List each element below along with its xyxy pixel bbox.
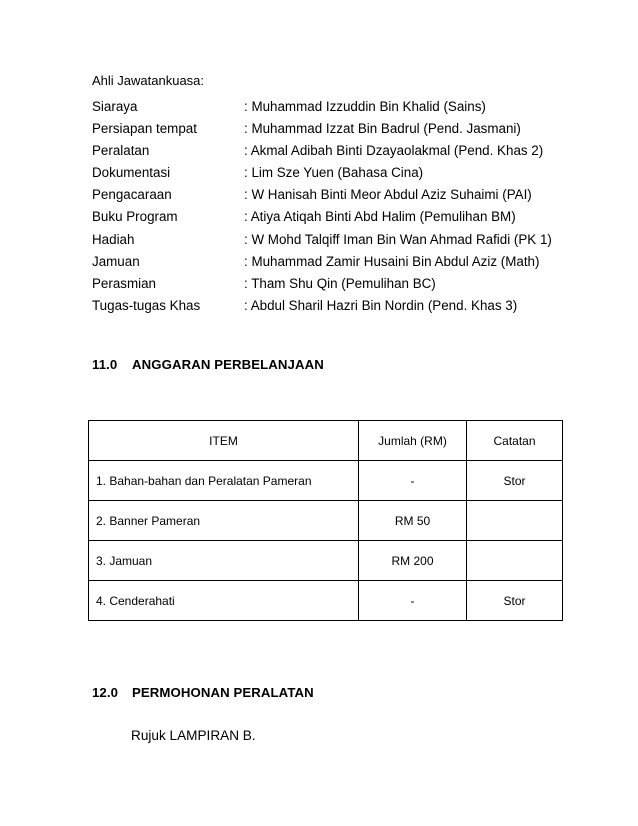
committee-row: [92, 96, 612, 118]
committee-row: [92, 229, 612, 251]
committee-row: [92, 206, 612, 228]
committee-role: Buku Program: [92, 209, 178, 225]
committee-member: : Tham Shu Qin (Pemulihan BC): [244, 275, 436, 291]
header-amount: Jumlah (RM): [359, 421, 467, 461]
committee-member: : Lim Sze Yuen (Bahasa Cina): [244, 165, 424, 181]
cell-item: 2. Banner Pameran: [89, 501, 359, 541]
cell-amount: RM 50: [359, 501, 467, 541]
committee-role: Perasmian: [92, 275, 157, 291]
committee-row: [92, 140, 612, 162]
cell-amount: RM 200: [359, 541, 467, 581]
committee-list: [92, 96, 612, 317]
committee-member: : Muhammad Zamir Husaini Bin Abdul Aziz (Math): [244, 253, 540, 269]
committee-member: : Atiya Atiqah Binti Abd Halim (Pemulihan BM): [244, 209, 516, 225]
committee-role: Persiapan tempat: [92, 121, 197, 137]
committee-member: : W Mohd Talqiff Iman Bin Wan Ahmad Rafidi (PK 1): [244, 231, 552, 247]
cell-amount: -: [359, 581, 467, 621]
table-row: [89, 501, 563, 541]
committee-member: : Muhammad Izzat Bin Badrul (Pend. Jasmani): [244, 121, 521, 137]
reference-text: Rujuk LAMPIRAN B.: [131, 728, 256, 743]
header-note: Catatan: [467, 421, 563, 461]
committee-heading: Ahli Jawatankuasa:: [92, 73, 205, 88]
section-title-text: ANGGARAN PERBELANJAAN: [132, 357, 324, 372]
committee-row: [92, 118, 612, 140]
committee-row: [92, 295, 612, 317]
section-number: 11.0: [92, 357, 118, 372]
section-11-title: [92, 357, 324, 372]
committee-row: [92, 184, 612, 206]
cell-note: [467, 541, 563, 581]
header-item: ITEM: [89, 421, 359, 461]
cell-item: 4. Cenderahati: [89, 581, 359, 621]
cell-amount: -: [359, 461, 467, 501]
section-title-text: PERMOHONAN PERALATAN: [132, 685, 314, 700]
cell-note: Stor: [467, 461, 563, 501]
section-12-title: [92, 685, 314, 700]
committee-row: [92, 251, 612, 273]
committee-role: Peralatan: [92, 143, 150, 159]
table-row: [89, 461, 563, 501]
committee-role: Pengacaraan: [92, 187, 172, 203]
committee-role: Dokumentasi: [92, 165, 171, 181]
table-row: [89, 541, 563, 581]
table-row: [89, 581, 563, 621]
cell-note: Stor: [467, 581, 563, 621]
budget-table: [88, 420, 563, 621]
cell-note: [467, 501, 563, 541]
committee-member: : W Hanisah Binti Meor Abdul Aziz Suhaimi (PAI): [244, 187, 532, 203]
committee-role: Siaraya: [92, 99, 138, 114]
section-number: 12.0: [92, 685, 119, 700]
cell-item: 1. Bahan-bahan dan Peralatan Pameran: [89, 461, 359, 501]
committee-member: : Akmal Adibah Binti Dzayaolakmal (Pend. Khas 2): [244, 143, 544, 159]
committee-row: [92, 162, 612, 184]
committee-member: : Muhammad Izzuddin Bin Khalid (Sains): [244, 99, 486, 114]
committee-role: Tugas-tugas Khas: [92, 297, 201, 313]
committee-role: Hadiah: [92, 231, 135, 247]
committee-member: : Abdul Sharil Hazri Bin Nordin (Pend. Khas 3): [244, 297, 518, 313]
committee-role: Jamuan: [92, 253, 140, 269]
cell-item: 3. Jamuan: [89, 541, 359, 581]
table-header-row: [89, 421, 563, 461]
committee-row: [92, 273, 612, 295]
